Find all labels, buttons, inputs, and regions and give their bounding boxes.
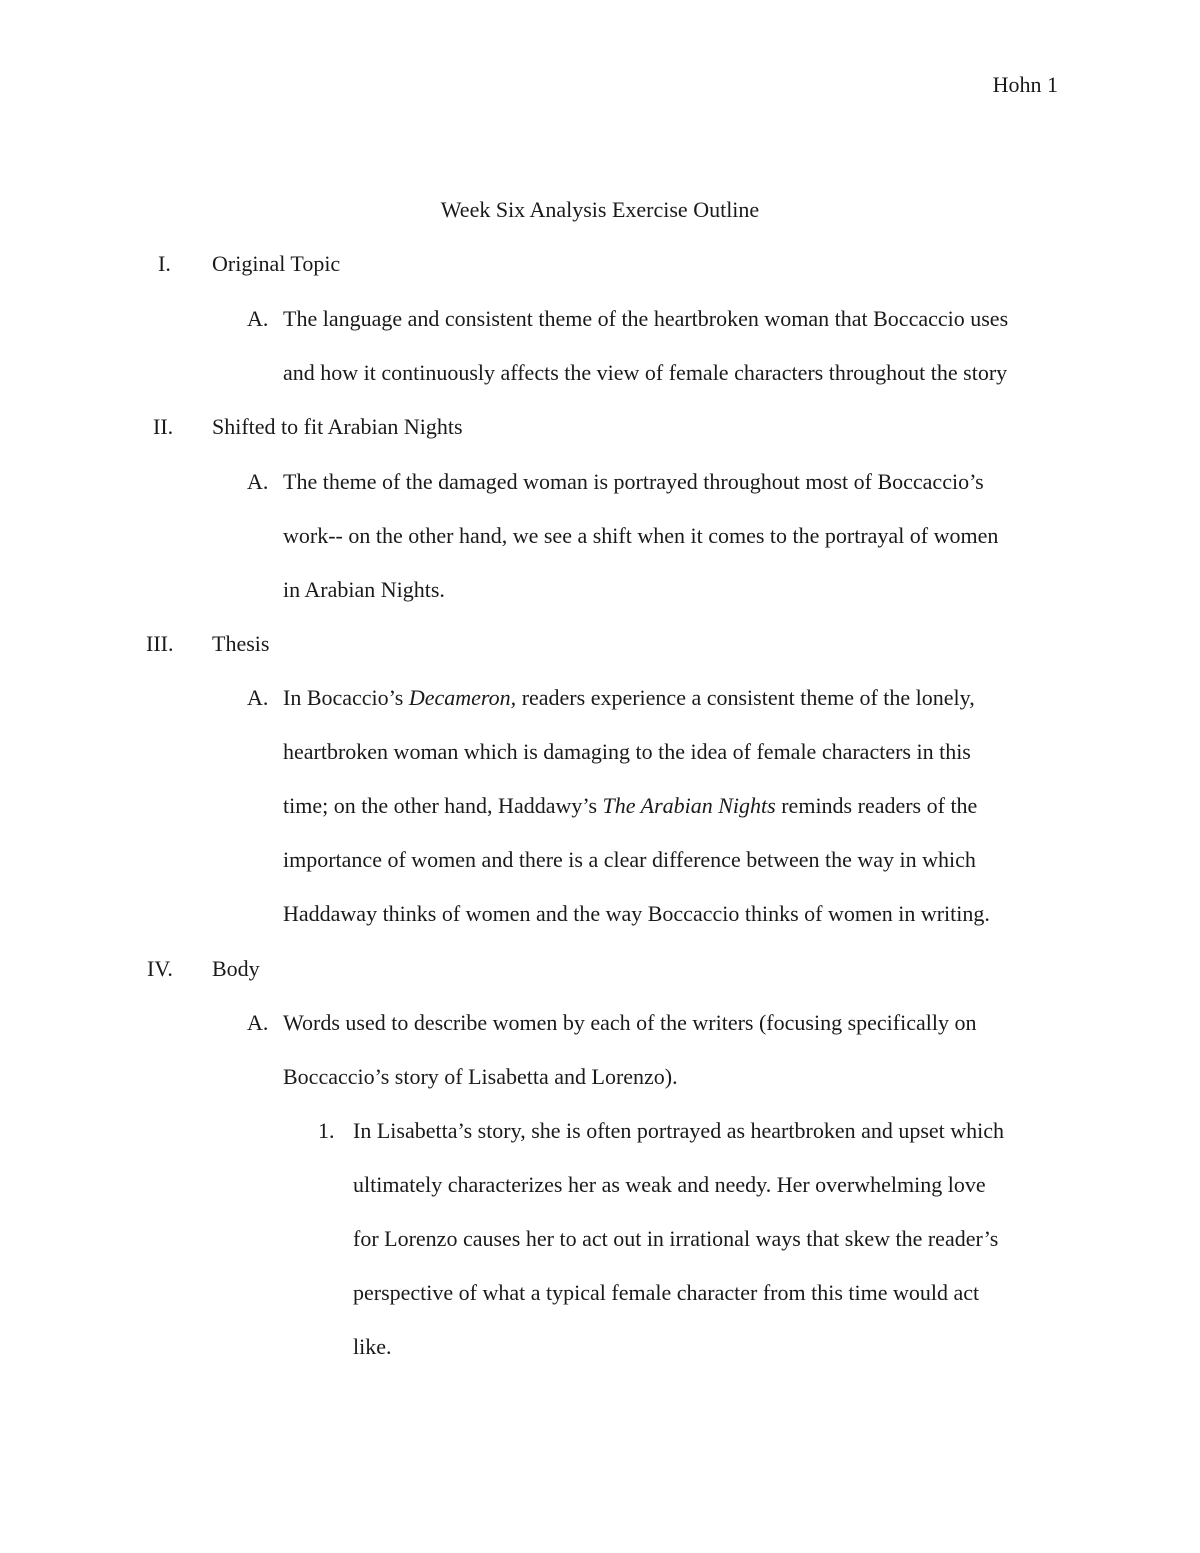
item-line: Words used to describe women by each of the writers (focusing specifically on [283, 1010, 977, 1035]
section-numeral: III. [146, 631, 174, 656]
subitem-line: for Lorenzo causes her to act out in irrational ways that skew the reader’s [353, 1226, 999, 1251]
item-letter: A. [247, 469, 269, 494]
document-title: Week Six Analysis Exercise Outline [440, 197, 760, 222]
item-line: importance of women and there is a clear difference between the way in which [283, 847, 976, 872]
item-line: Haddaway thinks of women and the way Boccaccio thinks of women in writing. [283, 901, 990, 926]
item-line: Boccaccio’s story of Lisabetta and Lorenzo). [283, 1064, 678, 1089]
text-run: In Bocaccio’s [283, 685, 409, 710]
item-line: and how it continuously affects the view of female characters throughout the story [283, 360, 1008, 385]
section-heading: Original Topic [212, 251, 341, 276]
subitem-number: 1. [318, 1118, 335, 1143]
section-heading: Thesis [212, 631, 270, 656]
text-run: time; on the other hand, Haddawy’s [283, 793, 603, 818]
item-letter: A. [247, 685, 269, 710]
subitem-line: ultimately characterizes her as weak and needy. Her overwhelming love [353, 1172, 986, 1197]
item-line: The theme of the damaged woman is portrayed throughout most of Boccaccio’s [283, 469, 984, 494]
item-letter: A. [247, 306, 269, 331]
work-title-italic: The Arabian Nights [602, 793, 776, 818]
subitem-line: like. [353, 1334, 392, 1359]
item-letter: A. [247, 1010, 269, 1035]
section-numeral: IV. [147, 956, 173, 981]
section-heading: Shifted to fit Arabian Nights [212, 414, 463, 439]
subitem-line: perspective of what a typical female character from this time would act [353, 1280, 980, 1305]
item-line: in Arabian Nights. [283, 577, 445, 602]
section-heading: Body [212, 956, 260, 981]
text-run: reminds readers of the [775, 793, 978, 818]
item-line [283, 793, 977, 819]
section-numeral: I. [158, 251, 171, 276]
running-head: Hohn 1 [992, 72, 1058, 97]
text-run: readers experience a consistent theme of the lonely, [516, 685, 975, 710]
item-line: The language and consistent theme of the heartbroken woman that Boccaccio uses [283, 306, 1009, 331]
item-line [283, 685, 975, 711]
item-line: work-- on the other hand, we see a shift when it comes to the portrayal of women [283, 523, 999, 548]
section-numeral: II. [153, 414, 174, 439]
item-line: heartbroken woman which is damaging to the idea of female characters in this [283, 739, 971, 764]
subitem-line: In Lisabetta’s story, she is often portrayed as heartbroken and upset which [353, 1118, 1005, 1143]
work-title-italic: Decameron, [408, 685, 517, 710]
